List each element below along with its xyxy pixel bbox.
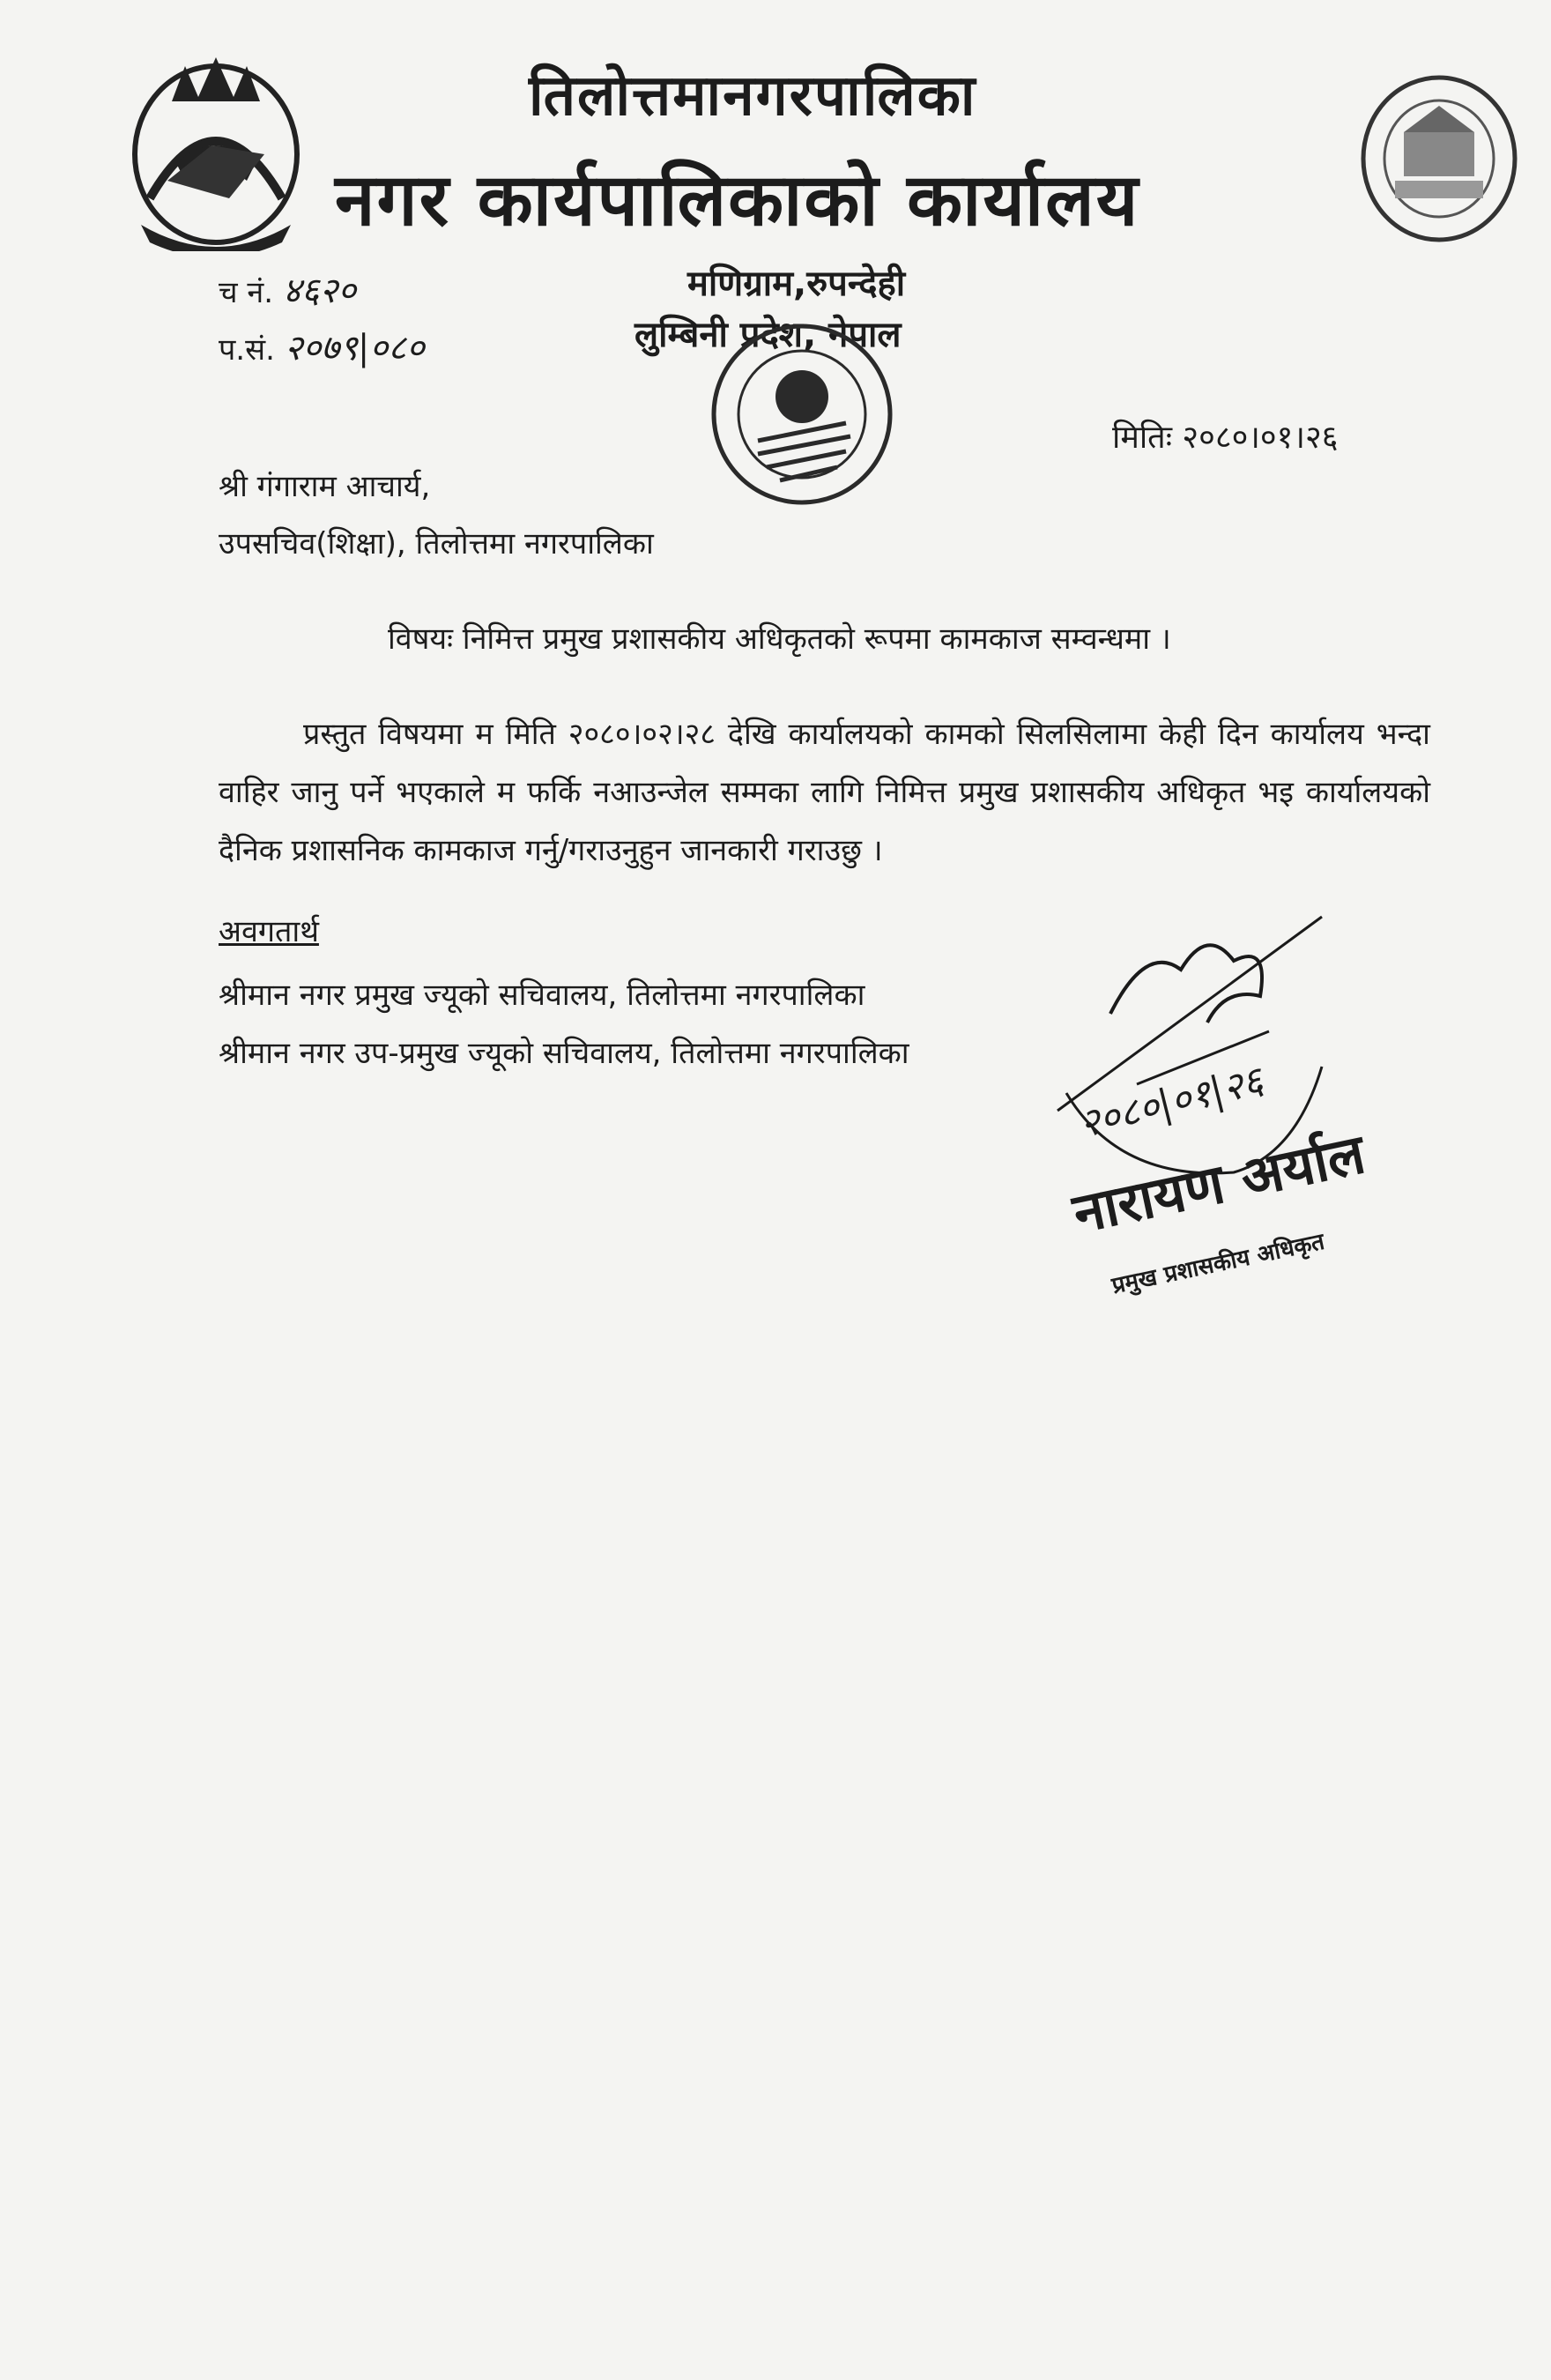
letter-number xyxy=(219,322,425,370)
letter-number-label: प.सं. xyxy=(219,332,275,368)
cc-recipient-1: श्रीमान नगर प्रमुख ज्यूको सचिवालय, तिलोत्तमा नगरपालिका xyxy=(219,978,865,1013)
letter-body: प्रस्तुत विषयमा म मिति २०८०।०२।२८ देखि कार्यालयको कामको सिलसिलामा केही दिन कार्यालय भन्दा वाहिर जानु पर्ने भएकाले म फर्कि नआउन्जेल सम्मका लागि निमित्त प्रमुख प्रशासकीय अधिकृत भइ कार्यालयको दैनिक प्रशासनिक कामकाज गर्नु/गराउनुहुन जानकारी गराउछु । xyxy=(219,717,1430,868)
signature-date: २०८०|०१|२६ xyxy=(1074,1058,1268,1148)
dispatch-number-label: च नं. xyxy=(219,275,274,310)
municipality-logo-icon xyxy=(1355,71,1523,247)
dispatch-number-value: ४६२० xyxy=(282,271,357,311)
cc-recipient-2: श्रीमान नगर उप-प्रमुख ज्यूको सचिवालय, तिलोत्तमा नगरपालिका xyxy=(219,1036,909,1071)
office-seal-stamp xyxy=(705,317,899,511)
signatory-title-stamp: प्रमुख प्रशासकीय अधिकृत xyxy=(1109,1228,1327,1300)
letter-number-value: २०७९|०८० xyxy=(284,328,425,368)
addressee-name: श्री गंगाराम आचार्य, xyxy=(219,469,431,504)
signatory-name-stamp: नारायण अर्याल xyxy=(1067,1121,1370,1246)
dispatch-number xyxy=(219,264,356,313)
address-line-2: लुम्बिनी प्रदेश, नेपाल xyxy=(634,315,902,355)
addressee-designation: उपसचिव(शिक्षा), तिलोत्तमा नगरपालिका xyxy=(219,526,654,562)
cc-heading: अवगतार्थ xyxy=(219,914,319,949)
address-line-1: मणिग्राम,रुपन्देही xyxy=(687,264,906,304)
organization-name: तिलोत्तमानगरपालिका xyxy=(529,63,977,129)
office-name: नगर कार्यपालिकाको कार्यालय xyxy=(335,159,1140,242)
letter-subject: विषयः निमित्त प्रमुख प्रशासकीय अधिकृतको रूपमा कामकाज सम्वन्धमा । xyxy=(388,621,1171,657)
letter-date: मितिः २०८०।०१।२६ xyxy=(1112,420,1339,456)
government-emblem-icon xyxy=(123,48,308,251)
